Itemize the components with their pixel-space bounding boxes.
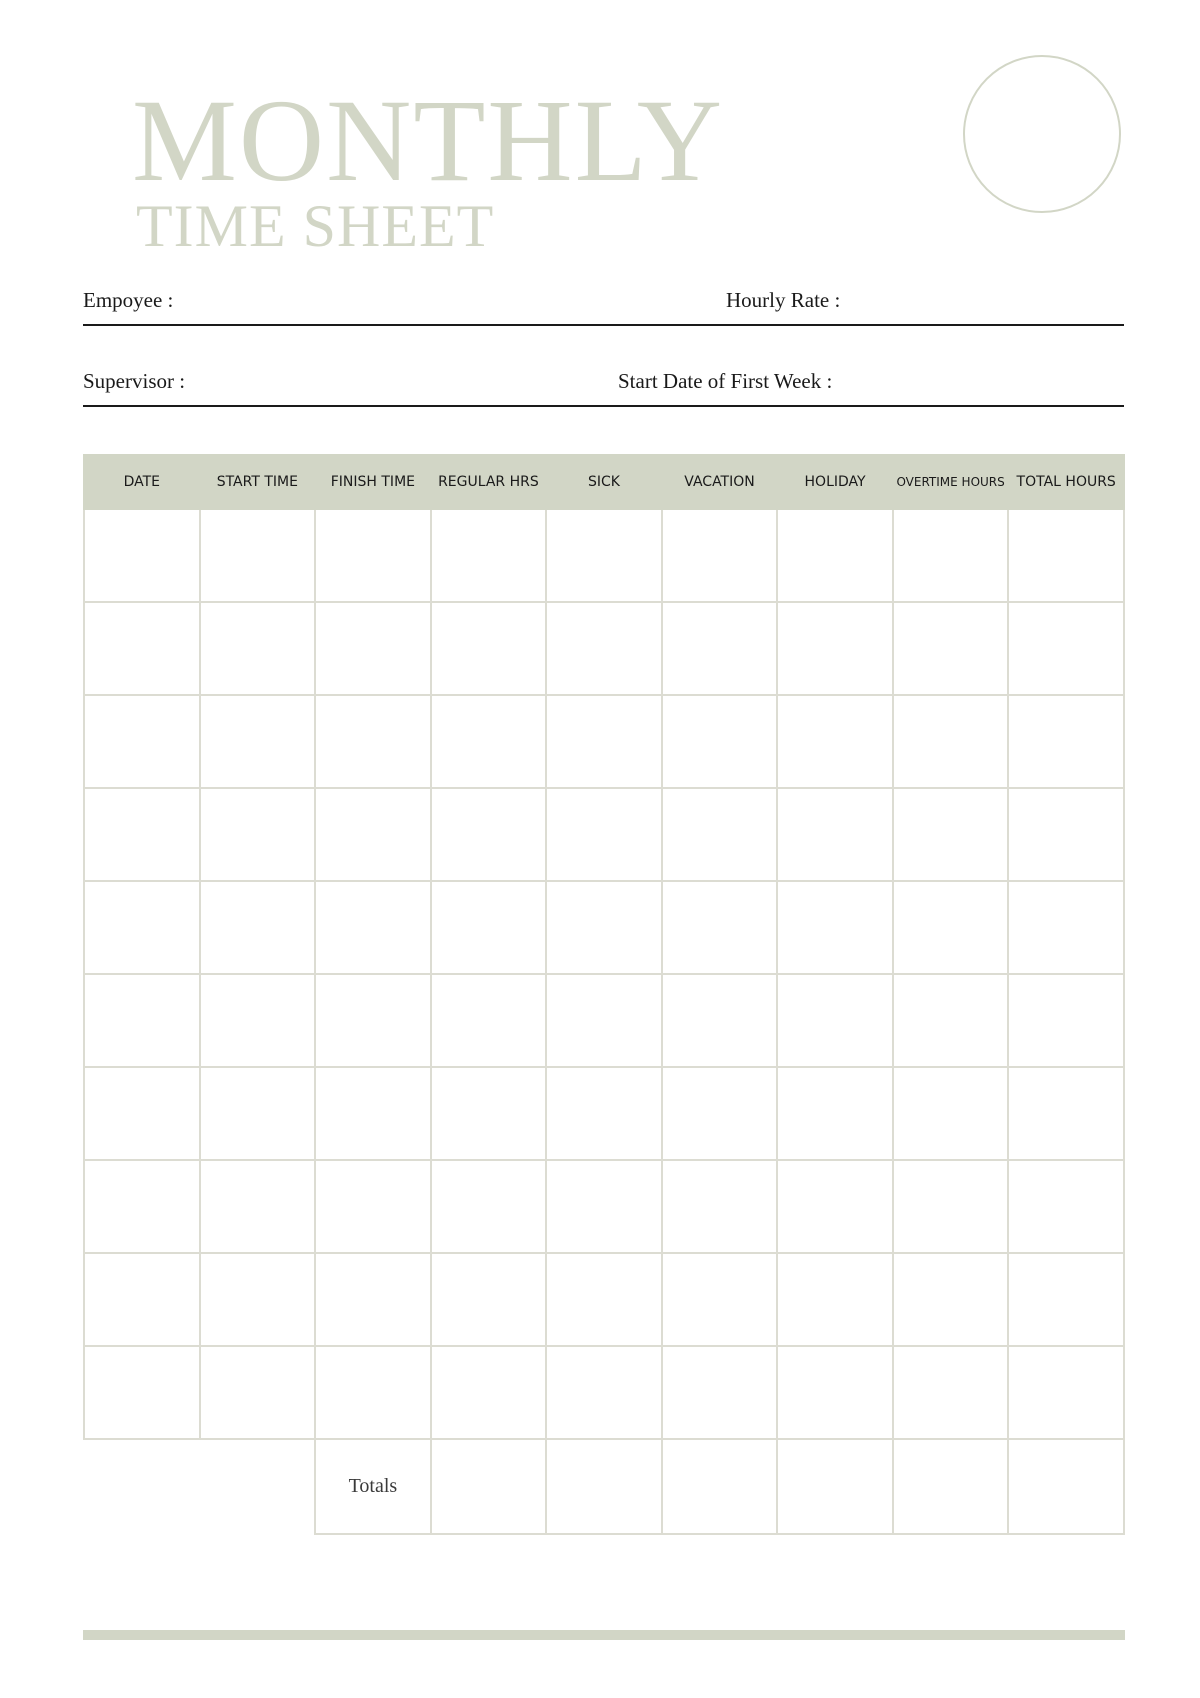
cell-overtime-hours[interactable] [893,695,1009,788]
cell-start-time[interactable] [200,974,316,1067]
cell-start-time[interactable] [200,509,316,602]
cell-date[interactable] [84,1067,200,1160]
cell-start-time[interactable] [200,788,316,881]
cell-regular-hrs[interactable] [431,1253,547,1346]
title-sub: TIME SHEET [136,193,495,259]
totals-label: Totals [315,1439,431,1534]
col-header-total-hours: TOTAL HOURS [1008,455,1124,509]
supervisor-label: Supervisor : [83,369,186,393]
col-header-overtime-hours: OVERTIME HOURS [893,455,1009,509]
total-vacation[interactable] [662,1439,778,1534]
cell-start-time[interactable] [200,1160,316,1253]
cell-finish-time[interactable] [315,509,431,602]
cell-sick[interactable] [546,1067,662,1160]
col-header-start-time: START TIME [200,455,316,509]
cell-finish-time[interactable] [315,788,431,881]
col-header-sick: SICK [546,455,662,509]
table-body [84,509,1124,1534]
table-row [84,1067,1124,1160]
footer-bar [83,1630,1125,1640]
cell-start-time[interactable] [200,695,316,788]
cell-regular-hrs[interactable] [431,974,547,1067]
cell-date[interactable] [84,788,200,881]
cell-total-hours[interactable] [1008,1067,1124,1160]
cell-holiday[interactable] [777,788,893,881]
cell-holiday[interactable] [777,509,893,602]
cell-holiday[interactable] [777,1067,893,1160]
employee-label: Empoyee : [83,288,174,312]
col-header-finish-time: FINISH TIME [315,455,431,509]
cell-sick[interactable] [546,788,662,881]
cell-total-hours[interactable] [1008,881,1124,974]
supervisor-date-row [83,369,1124,407]
col-header-date: DATE [84,455,200,509]
totals-row [84,1439,1124,1534]
table-row [84,881,1124,974]
cell-regular-hrs[interactable] [431,695,547,788]
cell-regular-hrs[interactable] [431,788,547,881]
col-header-vacation: VACATION [662,455,778,509]
cell-regular-hrs[interactable] [431,1346,547,1439]
cell-regular-hrs[interactable] [431,1067,547,1160]
table-row [84,1160,1124,1253]
cell-sick[interactable] [546,1253,662,1346]
cell-finish-time[interactable] [315,602,431,695]
cell-finish-time[interactable] [315,695,431,788]
total-sick[interactable] [546,1439,662,1534]
cell-regular-hrs[interactable] [431,602,547,695]
employee-rate-row [83,288,1124,326]
title-main: MONTHLY [132,75,725,206]
cell-vacation[interactable] [662,974,778,1067]
hourly-rate-label: Hourly Rate : [726,288,841,312]
cell-date[interactable] [84,881,200,974]
cell-holiday[interactable] [777,1253,893,1346]
cell-total-hours[interactable] [1008,788,1124,881]
total-holiday[interactable] [777,1439,893,1534]
cell-vacation[interactable] [662,1253,778,1346]
cell-total-hours[interactable] [1008,602,1124,695]
cell-finish-time[interactable] [315,974,431,1067]
table-row [84,1346,1124,1439]
cell-overtime-hours[interactable] [893,1253,1009,1346]
cell-holiday[interactable] [777,881,893,974]
cell-holiday[interactable] [777,974,893,1067]
cell-sick[interactable] [546,1346,662,1439]
cell-date[interactable] [84,1160,200,1253]
table-header-row [84,455,1124,509]
table-row [84,509,1124,602]
cell-start-time[interactable] [200,1346,316,1439]
logo-circle [963,55,1121,213]
cell-start-time[interactable] [200,1253,316,1346]
cell-total-hours[interactable] [1008,974,1124,1067]
cell-date[interactable] [84,974,200,1067]
cell-start-time[interactable] [200,1067,316,1160]
cell-start-time[interactable] [200,881,316,974]
cell-vacation[interactable] [662,881,778,974]
cell-vacation[interactable] [662,509,778,602]
cell-total-hours[interactable] [1008,1160,1124,1253]
table-row [84,974,1124,1067]
col-header-holiday: HOLIDAY [777,455,893,509]
table-row [84,1253,1124,1346]
cell-date[interactable] [84,695,200,788]
totals-spacer [84,1439,200,1534]
start-date-label: Start Date of First Week : [618,369,833,393]
cell-vacation[interactable] [662,1067,778,1160]
cell-holiday[interactable] [777,1160,893,1253]
cell-finish-time[interactable] [315,1067,431,1160]
cell-holiday[interactable] [777,1346,893,1439]
cell-total-hours[interactable] [1008,509,1124,602]
cell-total-hours[interactable] [1008,1346,1124,1439]
timesheet-table [83,454,1125,1535]
cell-vacation[interactable] [662,788,778,881]
cell-date[interactable] [84,1346,200,1439]
cell-sick[interactable] [546,602,662,695]
table-row [84,695,1124,788]
cell-sick[interactable] [546,1160,662,1253]
cell-vacation[interactable] [662,1346,778,1439]
cell-date[interactable] [84,1253,200,1346]
cell-date[interactable] [84,509,200,602]
cell-sick[interactable] [546,881,662,974]
cell-overtime-hours[interactable] [893,602,1009,695]
cell-finish-time[interactable] [315,1160,431,1253]
cell-overtime-hours[interactable] [893,788,1009,881]
cell-total-hours[interactable] [1008,695,1124,788]
table-row [84,788,1124,881]
cell-overtime-hours[interactable] [893,1160,1009,1253]
cell-finish-time[interactable] [315,881,431,974]
cell-sick[interactable] [546,974,662,1067]
cell-overtime-hours[interactable] [893,881,1009,974]
cell-holiday[interactable] [777,695,893,788]
cell-sick[interactable] [546,509,662,602]
cell-sick[interactable] [546,695,662,788]
cell-regular-hrs[interactable] [431,1160,547,1253]
cell-date[interactable] [84,602,200,695]
totals-spacer [200,1439,316,1534]
total-total-hours[interactable] [1008,1439,1124,1534]
col-header-regular-hrs: REGULAR HRS [431,455,547,509]
table-row [84,602,1124,695]
cell-vacation[interactable] [662,695,778,788]
cell-finish-time[interactable] [315,1346,431,1439]
cell-overtime-hours[interactable] [893,1067,1009,1160]
cell-overtime-hours[interactable] [893,509,1009,602]
cell-holiday[interactable] [777,602,893,695]
cell-vacation[interactable] [662,602,778,695]
cell-regular-hrs[interactable] [431,509,547,602]
cell-vacation[interactable] [662,1160,778,1253]
cell-regular-hrs[interactable] [431,881,547,974]
cell-finish-time[interactable] [315,1253,431,1346]
cell-total-hours[interactable] [1008,1253,1124,1346]
cell-overtime-hours[interactable] [893,1346,1009,1439]
total-overtime-hours[interactable] [893,1439,1009,1534]
total-regular-hrs[interactable] [431,1439,547,1534]
cell-overtime-hours[interactable] [893,974,1009,1067]
cell-start-time[interactable] [200,602,316,695]
